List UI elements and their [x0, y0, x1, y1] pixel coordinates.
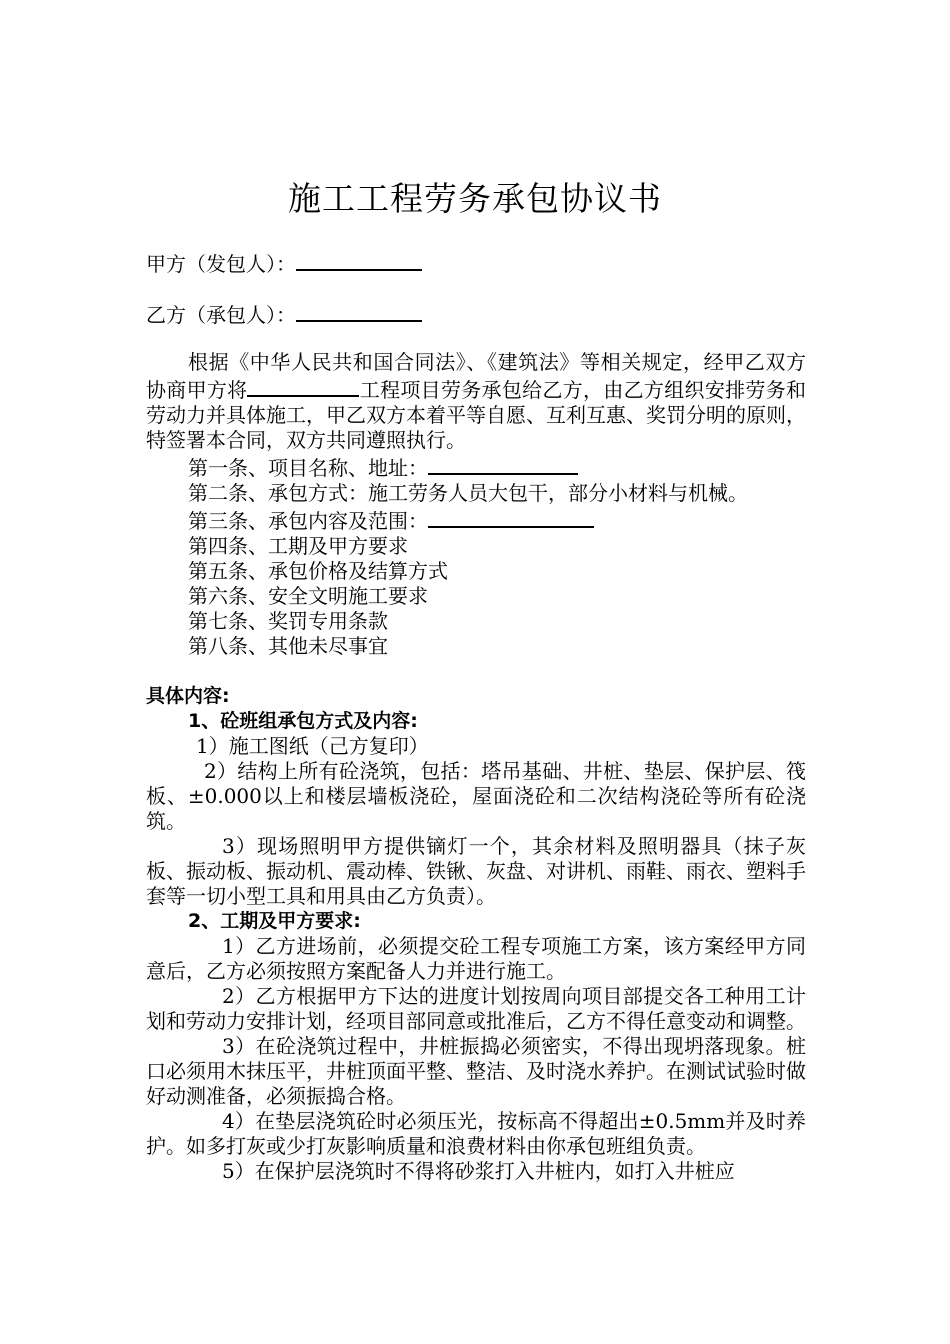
article-3-text: 第三条、承包内容及范围：	[188, 509, 428, 533]
section-2-item-2: 2）乙方根据甲方下达的进度计划按周向项目部提交各工种用工计划和劳动力安排计划，经项目部同意或批准后，乙方不得任意变动和调整。	[146, 984, 806, 1033]
spacer	[146, 659, 806, 684]
article-8-text: 第八条、其他未尽事宜	[188, 634, 388, 658]
intro-paragraph	[146, 350, 806, 453]
article-1-blank	[428, 453, 578, 475]
project-name-blank	[247, 375, 359, 397]
section-1-heading: 1、砼班组承包方式及内容:	[188, 710, 418, 732]
party-a-blank	[296, 249, 422, 271]
article-8	[146, 634, 806, 659]
article-4-text: 第四条、工期及甲方要求	[188, 534, 408, 558]
section-2-item-4: 4）在垫层浇筑砼时必须压光，按标高不得超出±0.5mm并及时养护。如多打灰或少打灰影响质量和浪费材料由你承包班组负责。	[146, 1109, 806, 1158]
party-b-blank	[296, 300, 422, 322]
section-1-item-1: 1）施工图纸（己方复印）	[196, 734, 429, 758]
party-a-line	[146, 249, 422, 277]
body-content	[146, 350, 806, 1184]
document-title: 施工工程劳务承包协议书	[288, 179, 662, 218]
section-1-item-3: 3）现场照明甲方提供镝灯一个，其余材料及照明器具（抹子灰板、振动板、振动机、震动棒、铁锹、灰盘、对讲机、雨鞋、雨衣、塑料手套等一切小型工具和用具由乙方负责）。	[146, 834, 806, 908]
article-5	[146, 559, 806, 584]
section-2-heading: 2、工期及甲方要求:	[188, 910, 361, 932]
intro-text-2: 工程项目劳务承包给乙方，由乙方组织安排劳务和劳动力并具体施工，甲乙双方本着平等自愿、互利互惠、奖罚分明的原则，特签署本合同，双方共同遵照执行。	[146, 378, 807, 452]
article-3-blank	[428, 506, 594, 528]
section-1-item-2: 2）结构上所有砼浇筑，包括：塔吊基础、井桩、垫层、保护层、筏板、±0.000以上和楼层墙板浇砼，屋面浇砼和二次结构浇砼等所有砼浇筑。	[146, 759, 806, 833]
article-7-text: 第七条、奖罚专用条款	[188, 609, 388, 633]
article-2-text: 第二条、承包方式：施工劳务人员大包干，部分小材料与机械。	[188, 481, 748, 505]
section-2-item-3: 3）在砼浇筑过程中，井桩振捣必须密实，不得出现坍落现象。桩口必须用木抹压平，井桩顶面平整、整洁、及时浇水养护。在测试试验时做好动测准备，必须振捣合格。	[146, 1034, 806, 1108]
article-7	[146, 609, 806, 634]
party-a-label: 甲方（发包人）：	[146, 252, 296, 276]
section-2-item-5: 5）在保护层浇筑时不得将砂浆打入井桩内，如打入井桩应	[222, 1159, 735, 1183]
section-2-item-1: 1）乙方进场前，必须提交砼工程专项施工方案，该方案经甲方同意后，乙方必须按照方案配备人力并进行施工。	[146, 934, 806, 983]
party-b-label: 乙方（承包人）：	[146, 303, 296, 327]
article-5-text: 第五条、承包价格及结算方式	[188, 559, 448, 583]
details-heading: 具体内容:	[146, 685, 230, 707]
article-1	[146, 453, 806, 481]
article-3	[146, 506, 806, 534]
article-6-text: 第六条、安全文明施工要求	[188, 584, 428, 608]
intro-text-1: 根据《中华人民共和国合同法》、《建筑法》等相关规定，经甲乙双方协商甲方将	[146, 350, 806, 402]
article-2	[146, 481, 806, 506]
article-4	[146, 534, 806, 559]
article-1-text: 第一条、项目名称、地址：	[188, 456, 428, 480]
party-b-line	[146, 300, 422, 328]
article-6	[146, 584, 806, 609]
